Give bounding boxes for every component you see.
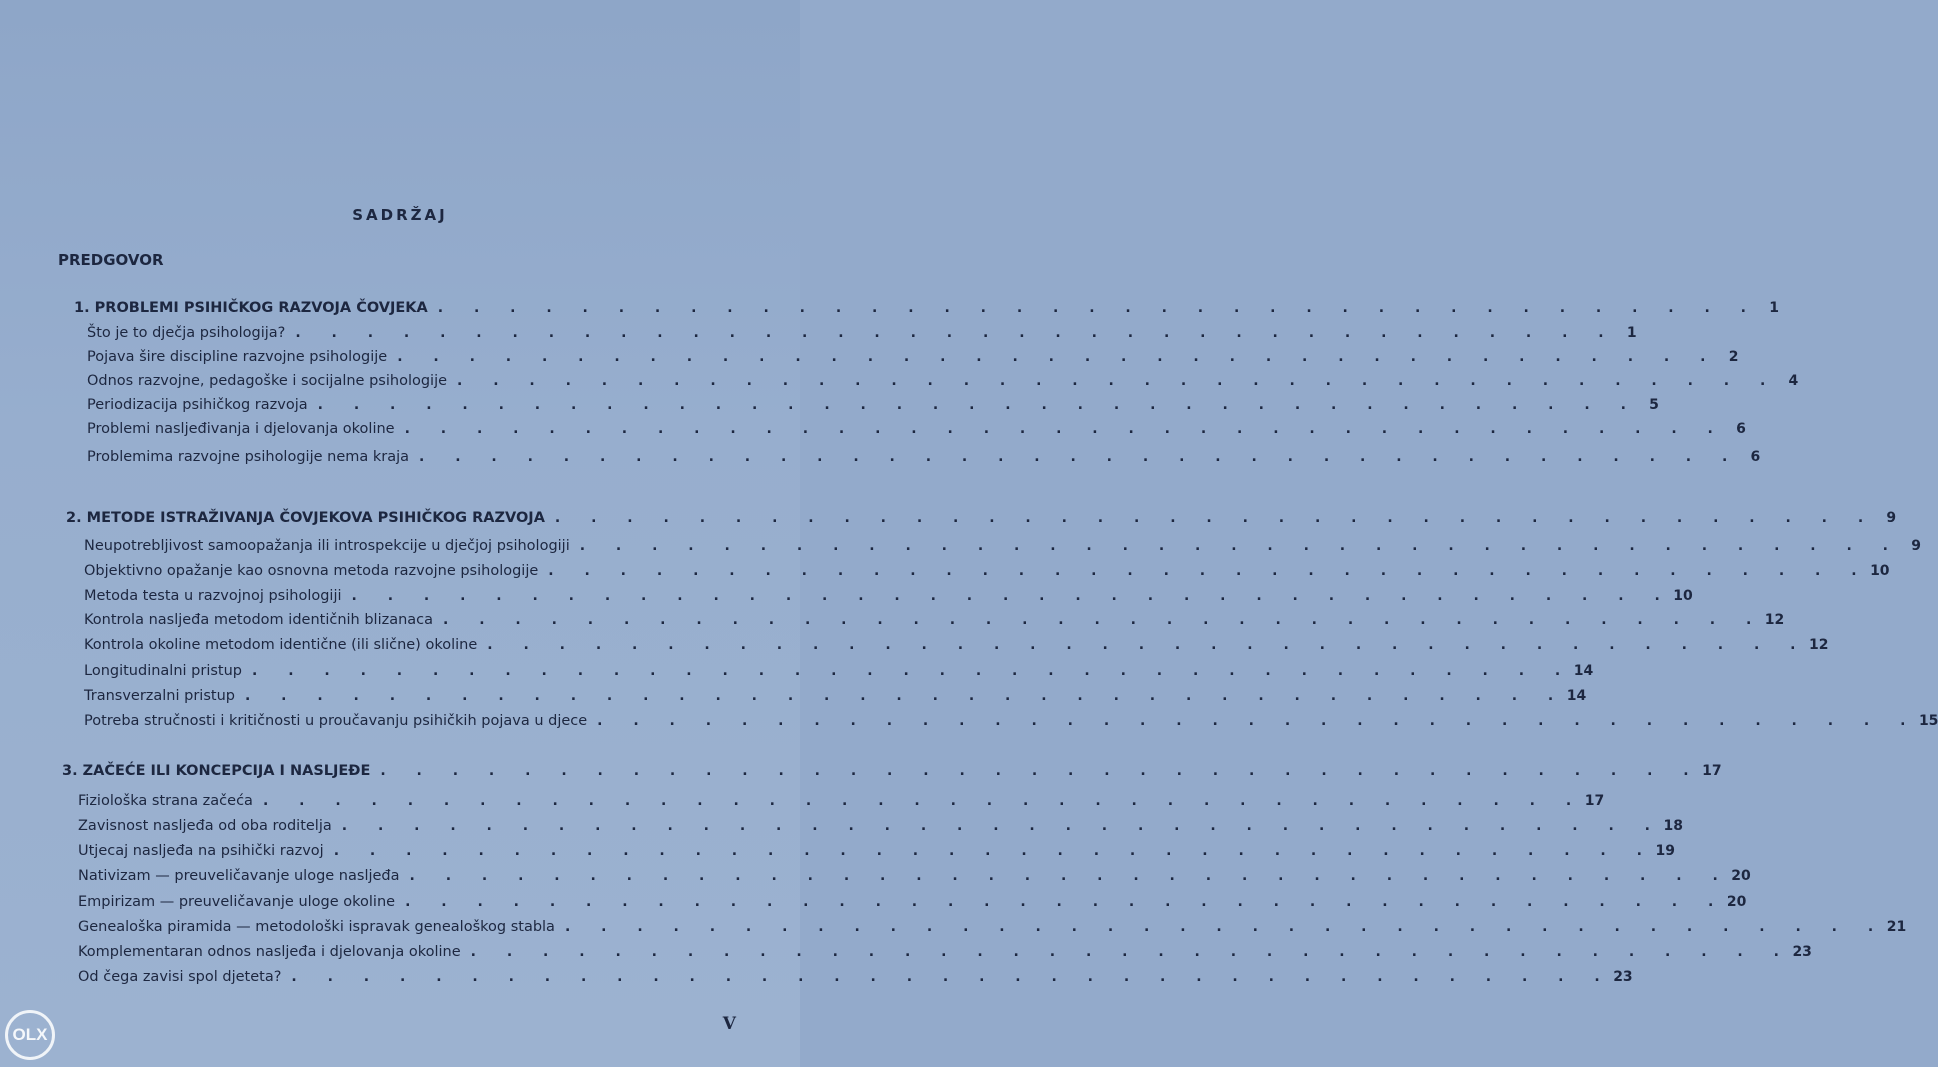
toc-page-number: 5	[1649, 397, 1659, 413]
toc-page-number: 10	[1870, 563, 1890, 579]
dot-leader: . . . . . . . . . . . . . . . . . . . . . . . . . . . . . . . . . . . . .	[397, 349, 1719, 365]
preface-heading: PREDGOVOR	[58, 251, 164, 269]
toc-entry-title: Periodizacija psihičkog razvoja	[87, 397, 308, 413]
toc-entry-title: Odnos razvojne, pedagoške i socijalne psihologije	[87, 373, 448, 389]
toc-page-number: 6	[1736, 421, 1746, 437]
toc-page-number: 20	[1731, 868, 1751, 884]
toc-page-number: 12	[1764, 612, 1785, 628]
chapter-heading-row	[66, 510, 1897, 530]
toc-entry-title: Objektivno opažanje kao osnovna metoda razvojne psihologije	[84, 563, 539, 579]
dot-leader: . . . . . . . . . . . . . . . . . . . . . . . . . . . . . . . . . . . . .	[470, 944, 1792, 960]
toc-entry	[84, 612, 1785, 632]
dot-leader: . . . . . . . . . . . . . . . . . . . . . . . . . . . . . . . . . . . . .	[564, 919, 1887, 935]
toc-entry	[84, 637, 1829, 657]
toc-entry	[84, 663, 1594, 683]
toc-page-number: 12	[1809, 637, 1829, 653]
toc-entry	[78, 919, 1907, 939]
page-title: SADRŽAJ	[352, 206, 448, 224]
toc-entry-title: Kontrola okoline metodom identične (ili slične) okoline	[84, 637, 478, 653]
dot-leader: . . . . . . . . . . . . . . . . . . . . . . . . . . . . . . . . . . . . .	[333, 843, 1655, 859]
toc-page-number: 23	[1613, 969, 1633, 985]
dot-leader: . . . . . . . . . . . . . . . . . . . . . . . . . . . . . . . . . . . . .	[554, 510, 1877, 526]
dot-leader: . . . . . . . . . . . . . . . . . . . . . . . . . . . . . . . . . . . . .	[380, 763, 1702, 779]
toc-entry-title: Neupotrebljivost samoopažanja ili introspekcije u dječjoj psihologiji	[84, 538, 570, 554]
toc-entry	[78, 818, 1683, 838]
toc-entry	[87, 373, 1799, 393]
chapter-title: 2. METODE ISTRAŽIVANJA ČOVJEKOVA PSIHIČKOG RAZVOJA	[66, 510, 545, 526]
dot-leader: . . . . . . . . . . . . . . . . . . . . . . . . . . . . . . . . . . . . .	[351, 588, 1673, 604]
toc-entry	[87, 349, 1739, 369]
toc-entry	[78, 894, 1747, 914]
dot-leader: . . . . . . . . . . . . . . . . . . . . . . . . . . . . . . . . . . . . .	[579, 538, 1901, 554]
toc-page-number: 1	[1769, 300, 1779, 316]
toc-entry-title: Potreba stručnosti i kritičnosti u proučavanju psihičkih pojava u djece	[84, 713, 588, 729]
toc-entry-title: Genealoška piramida — metodološki ispravak genealoškog stabla	[78, 919, 555, 935]
toc-page-number: 10	[1673, 588, 1693, 604]
chapter-title: 3. ZAČEĆE ILI KONCEPCIJA I NASLJEĐE	[62, 763, 371, 779]
dot-leader: . . . . . . . . . . . . . . . . . . . . . . . . . . . . . . . . . . . . .	[252, 663, 1574, 679]
dot-leader: . . . . . . . . . . . . . . . . . . . . . . . . . . . . . . . . . . . . .	[341, 818, 1663, 834]
toc-entry-title: Zavisnost nasljeđa od oba roditelja	[78, 818, 332, 834]
toc-entry	[84, 713, 1938, 733]
toc-page-number: 4	[1788, 373, 1799, 389]
dot-leader: . . . . . . . . . . . . . . . . . . . . . . . . . . . . . . . . . . . . .	[404, 421, 1726, 437]
chapter-heading-row	[74, 300, 1779, 320]
toc-entry	[78, 944, 1812, 964]
dot-leader: . . . . . . . . . . . . . . . . . . . . . . . . . . . . . . . . . . . . .	[419, 449, 1741, 465]
toc-page-number: 6	[1750, 449, 1761, 465]
toc-entry	[84, 588, 1693, 608]
dot-leader: . . . . . . . . . . . . . . . . . . . . . . . . . . . . . . . . . . . . .	[262, 793, 1585, 809]
dot-leader: . . . . . . . . . . . . . . . . . . . . . . . . . . . . . . . . . . . . .	[405, 894, 1727, 910]
toc-page-number: 9	[1911, 538, 1921, 554]
toc-page-number: 17	[1584, 793, 1605, 809]
toc-entry-title: Pojava šire discipline razvojne psihologije	[87, 349, 388, 365]
toc-entry	[78, 793, 1605, 813]
toc-page-number: 19	[1655, 843, 1675, 859]
dot-leader: . . . . . . . . . . . . . . . . . . . . . . . . . . . . . . . . . . . . .	[317, 397, 1639, 413]
toc-page-number: 2	[1728, 349, 1739, 365]
toc-entry-title: Problemima razvojne psihologije nema kraja	[87, 449, 410, 465]
toc-page-number: 20	[1726, 894, 1747, 910]
toc-entry	[87, 421, 1746, 441]
toc-page-number: 1	[1626, 325, 1637, 341]
toc-entry-title: Longitudinalni pristup	[84, 663, 242, 679]
toc-page-number: 21	[1886, 919, 1907, 935]
dot-leader: . . . . . . . . . . . . . . . . . . . . . . . . . . . . . . . . . . . . .	[437, 300, 1759, 316]
dot-leader: . . . . . . . . . . . . . . . . . . . . . . . . . . . . . . . . . . . . .	[443, 612, 1765, 628]
toc-entry-title: Što je to dječja psihologija?	[87, 325, 286, 341]
dot-leader: . . . . . . . . . . . . . . . . . . . . . . . . . . . . . . . . . . . . .	[457, 373, 1779, 389]
toc-entry-title: Od čega zavisi spol djeteta?	[78, 969, 282, 985]
toc-entry	[84, 538, 1921, 558]
toc-page-number: 15	[1918, 713, 1938, 729]
toc-page-number: 14	[1573, 663, 1594, 679]
dot-leader: . . . . . . . . . . . . . . . . . . . . . . . . . . . . . . . . . . . . .	[487, 637, 1809, 653]
toc-entry	[84, 563, 1890, 583]
toc-page-number: 14	[1566, 688, 1587, 704]
toc-entry-title: Kontrola nasljeđa metodom identičnih blizanaca	[84, 612, 434, 628]
toc-page-number: 18	[1663, 818, 1683, 834]
toc-entry	[78, 868, 1751, 888]
toc-entry-title: Metoda testa u razvojnoj psihologiji	[84, 588, 342, 604]
toc-entry-title: Empirizam — preuveličavanje uloge okoline	[78, 894, 396, 910]
dot-leader: . . . . . . . . . . . . . . . . . . . . . . . . . . . . . . . . . . . . .	[295, 325, 1617, 341]
toc-entry-title: Utjecaj nasljeđa na psihički razvoj	[78, 843, 324, 859]
toc-page-number: 9	[1886, 510, 1897, 526]
chapter-heading-row	[62, 763, 1722, 783]
toc-entry	[78, 969, 1633, 989]
toc-entry	[84, 688, 1587, 708]
page-number: V	[722, 1014, 736, 1034]
toc-page-number: 23	[1792, 944, 1812, 960]
toc-page-number: 17	[1702, 763, 1722, 779]
chapter-title: 1. PROBLEMI PSIHIČKOG RAZVOJA ČOVJEKA	[74, 300, 428, 316]
toc-entry	[87, 449, 1761, 469]
toc-entry	[78, 843, 1675, 863]
toc-entry	[87, 325, 1637, 345]
toc-entry-title: Transverzalni pristup	[84, 688, 235, 704]
dot-leader: . . . . . . . . . . . . . . . . . . . . . . . . . . . . . . . . . . . . .	[409, 868, 1731, 884]
dot-leader: . . . . . . . . . . . . . . . . . . . . . . . . . . . . . . . . . . . . .	[291, 969, 1613, 985]
toc-entry-title: Nativizam — preuveličavanje uloge nasljeđa	[78, 868, 400, 884]
dot-leader: . . . . . . . . . . . . . . . . . . . . . . . . . . . . . . . . . . . . .	[244, 688, 1567, 704]
toc-entry-title: Fiziološka strana začeća	[78, 793, 253, 809]
toc-entry-title: Komplementaran odnos nasljeđa i djelovanja okoline	[78, 944, 461, 960]
toc-entry	[87, 397, 1659, 417]
toc-entry-title: Problemi nasljeđivanja i djelovanja okoline	[87, 421, 395, 437]
dot-leader: . . . . . . . . . . . . . . . . . . . . . . . . . . . . . . . . . . . . .	[548, 563, 1870, 579]
olx-watermark-logo: OLX	[5, 1010, 55, 1060]
dot-leader: . . . . . . . . . . . . . . . . . . . . . . . . . . . . . . . . . . . . .	[597, 713, 1919, 729]
